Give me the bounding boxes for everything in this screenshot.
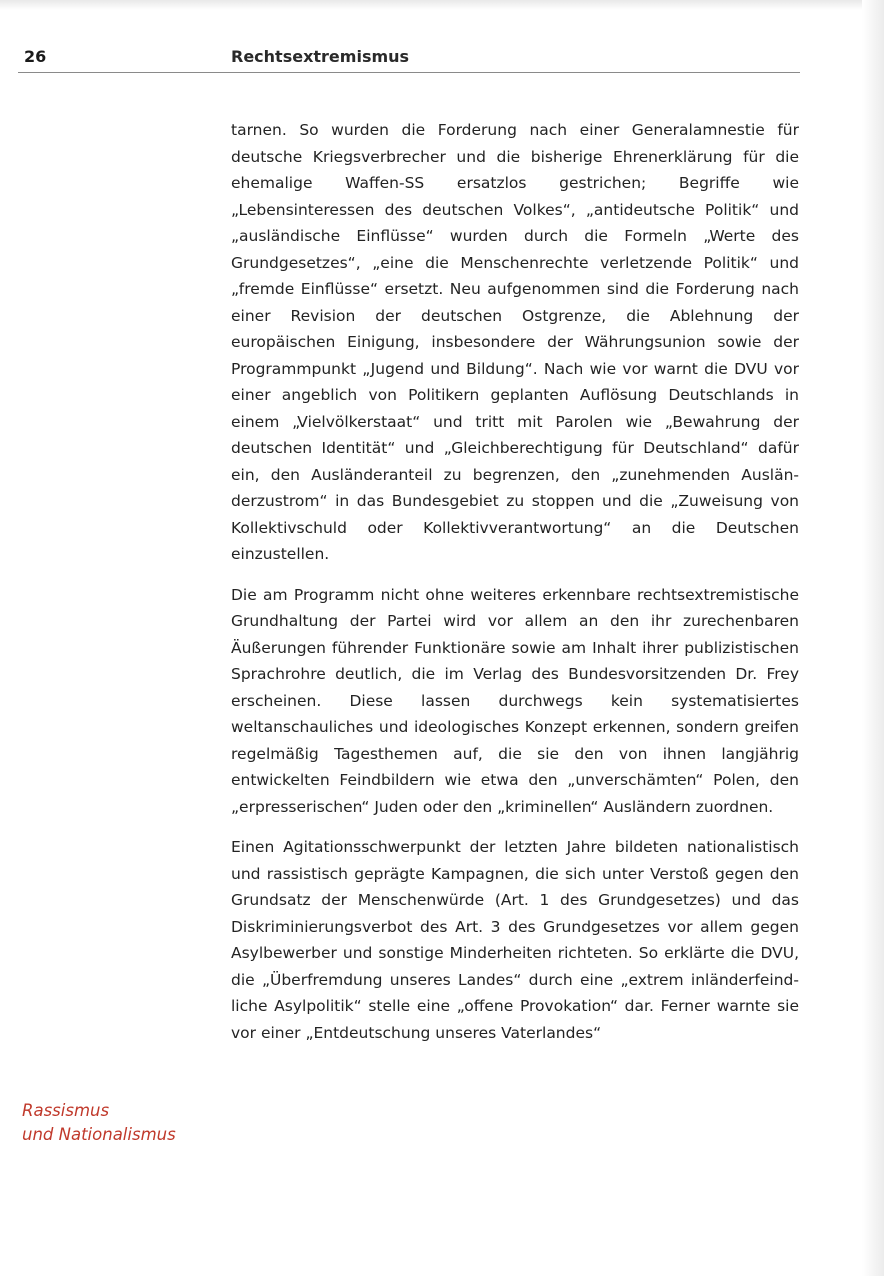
margin-note-line-2: und Nationalismus	[22, 1125, 176, 1144]
margin-note-line-1: Rassismus	[22, 1101, 110, 1120]
body-text	[231, 117, 799, 1060]
page-header	[0, 44, 800, 74]
page-number: 26	[24, 47, 47, 66]
paragraph-3: Einen Agitationsschwerpunkt der letzten Jahre bildeten nationalistisch und rassistisch geprägte Kampagnen, die sich unter Verstoß gegen den Grundsatz der Menschenwürde (Art. 1 des Grundgesetzes) und das Diskriminierungsverbot des Art. 3 des Grundgesetzes vor allem gegen Asylbewerber und sonstige Minderheiten richteten. So erklärte die DVU, die „Überfremdung unseres Landes“ durch eine „extrem inländerfeindliche Asylpolitik“ stelle eine „offene Provokation“ dar. Ferner warnte sie vor einer „Entdeutschung unseres Vaterlandes“	[231, 838, 799, 1042]
margin-note	[22, 1099, 222, 1147]
scan-edge-top	[0, 0, 884, 10]
scan-edge-right	[862, 0, 884, 1276]
paragraph-1: tarnen. So wurden die Forderung nach einer Generalamnestie für deutsche Kriegsverbrecher und die bisherige Ehrenerklärung für die ehemalige Waffen-SS ersatzlos gestrichen; Begriffe wie „Lebensinteressen des deutschen Volkes“, „antideutsche Politik“ und „ausländische Einflüsse“ wurden durch die Formeln „Werte des Grundgesetzes“, „eine die Menschenrechte verletzende Politik“ und „fremde Einflüsse“ ersetzt. Neu aufgenommen sind die Forderung nach einer Revision der deutschen Ostgrenze, die Ablehnung der europäischen Einigung, insbesondere der Währungsunion sowie der Programmpunkt „Jugend und Bildung“. Nach wie vor warnt die DVU vor einer angeblich von Politikern geplanten Auflösung Deutschlands in einem „Vielvölkerstaat“ und tritt mit Parolen wie „Bewahrung der deutschen Identität“ und „Gleichberechtigung für Deutschland“ dafür ein, den Ausländeranteil zu begrenzen, den „zunehmenden Ausländerzustrom“ in das Bundesgebiet zu stoppen und die „Zuweisung von Kollektivschuld oder Kollektivverantwortung“ an die Deutschen einzustellen.	[231, 121, 799, 563]
header-rule	[18, 72, 800, 73]
running-head: Rechtsextremismus	[231, 47, 410, 66]
paragraph-2: Die am Programm nicht ohne weiteres erkennbare rechtsextremistische Grundhaltung der Partei wird vor allem an den ihr zurechenbaren Äußerungen führender Funktionäre sowie am Inhalt ihrer publizistischen Sprachrohre deutlich, die im Verlag des Bundesvorsitzenden Dr. Frey erscheinen. Diese lassen durchwegs kein systematisiertes weltanschauliches und ideologisches Konzept erkennen, sondern greifen regelmäßig Tagesthemen auf, die sie den von ihnen langjährig entwickelten Feindbildern wie etwa den „unverschämten“ Polen, den „erpresserischen“ Juden oder den „kriminellen“ Ausländern zuordnen.	[231, 585, 799, 816]
